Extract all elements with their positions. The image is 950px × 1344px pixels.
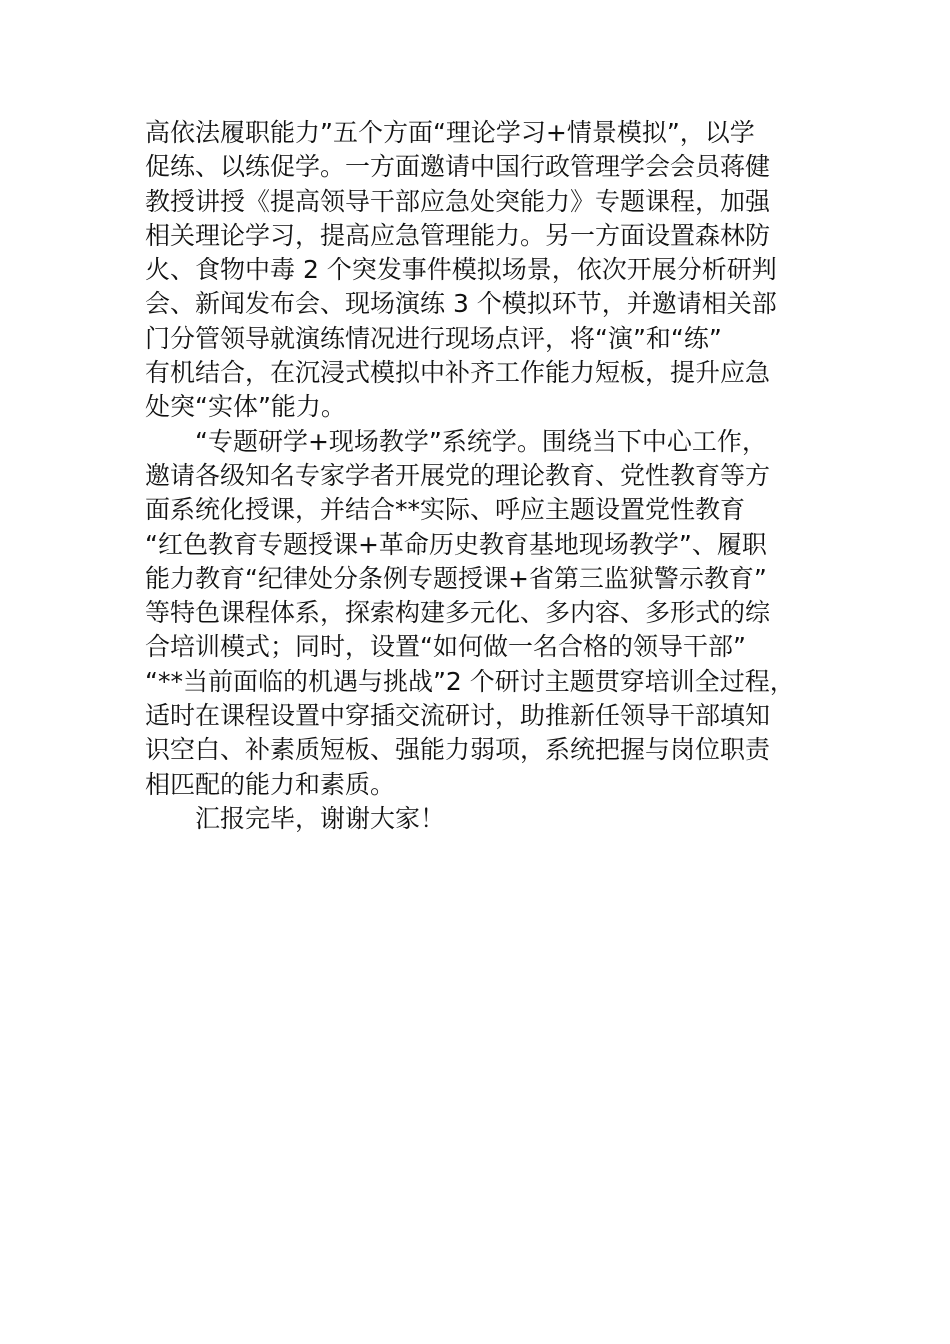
text-line: 处突“实体”能力。: [145, 392, 346, 422]
text-line: 面系统化授课，并结合**实际、呼应主题设置党性教育: [145, 495, 746, 525]
text-line: 邀请各级知名专家学者开展党的理论教育、党性教育等方: [145, 460, 771, 490]
text-line: 促练、以练促学。一方面邀请中国行政管理学会会员蒋健: [145, 152, 771, 182]
text-line: 相匹配的能力和素质。: [145, 769, 396, 799]
text-line: 合培训模式；同时，设置“如何做一名合格的领导干部”: [145, 632, 746, 662]
text-line: 会、新闻发布会、现场演练 3 个模拟环节，并邀请相关部: [145, 289, 777, 319]
text-line: 教授讲授《提高领导干部应急处突能力》专题课程，加强: [145, 186, 771, 216]
text-line: 识空白、补素质短板、强能力弱项，系统把握与岗位职责: [145, 735, 771, 765]
paragraph-start-line: “专题研学+现场教学”系统学。围绕当下中心工作，: [195, 426, 767, 456]
text-line: 等特色课程体系，探索构建多元化、多内容、多形式的综: [145, 598, 771, 628]
closing-line: 汇报完毕，谢谢大家！: [195, 803, 446, 833]
text-line: 相关理论学习，提高应急管理能力。另一方面设置森林防: [145, 220, 771, 250]
text-line: 能力教育“纪律处分条例专题授课+省第三监狱警示教育”: [145, 563, 767, 593]
text-line: 火、食物中毒 2 个突发事件模拟场景，依次开展分析研判: [145, 255, 777, 285]
body-text: [145, 116, 845, 836]
text-line: 高依法履职能力”五个方面“理论学习+情景模拟”，以学: [145, 118, 755, 147]
text-line: 门分管领导就演练情况进行现场点评，将“演”和“练”: [145, 323, 722, 353]
text-line: “**当前面临的机遇与挑战”2 个研讨主题贯穿培训全过程，: [145, 666, 795, 696]
text-line: 有机结合，在沉浸式模拟中补齐工作能力短板，提升应急: [145, 358, 771, 388]
text-line: 适时在课程设置中穿插交流研讨，助推新任领导干部填知: [145, 701, 771, 731]
text-line: “红色教育专题授课+革命历史教育基地现场教学”、履职: [145, 529, 767, 559]
